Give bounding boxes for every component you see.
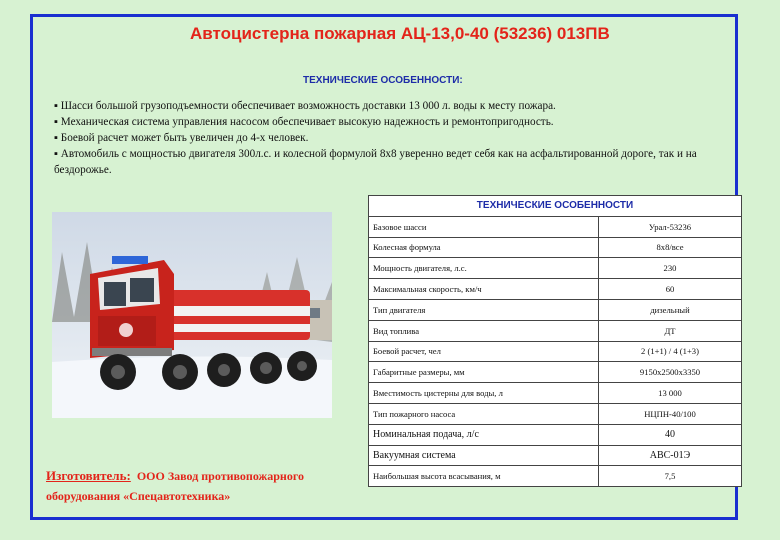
spec-key: Габаритные размеры, мм	[369, 362, 599, 383]
table-row	[369, 341, 742, 362]
feature-bullet: ▪ Автомобиль с мощностью двигателя 300л.с. и колесной формулой 8х8 уверенно ведет себя как на асфальтированной дороге, так и на бездорожье.	[54, 148, 697, 176]
spec-key: Вместимость цистерны для воды, л	[369, 383, 599, 404]
table-row	[369, 320, 742, 341]
spec-value: 13 000	[599, 383, 742, 404]
spec-value: 2 (1+1) / 4 (1+3)	[599, 341, 742, 362]
table-row	[369, 362, 742, 383]
specs-table-header-row	[369, 196, 742, 217]
spec-key: Вид топлива	[369, 320, 599, 341]
spec-key: Мощность двигателя, л.с.	[369, 258, 599, 279]
features-heading: ТЕХНИЧЕСКИЕ ОСОБЕННОСТИ:	[303, 75, 463, 86]
specs-table-header: ТЕХНИЧЕСКИЕ ОСОБЕННОСТИ	[369, 196, 742, 217]
table-row	[369, 258, 742, 279]
features-list	[54, 98, 744, 178]
table-row	[369, 299, 742, 320]
spec-value: Урал-53236	[599, 216, 742, 237]
manufacturer-name: ООО Завод противопожарного оборудования «Спецавтотехника»	[46, 469, 304, 503]
table-row	[369, 424, 742, 445]
spec-value: ДТ	[599, 320, 742, 341]
fire-truck-image	[52, 212, 332, 418]
spec-key: Колесная формула	[369, 237, 599, 258]
table-row	[369, 383, 742, 404]
spec-key: Наибольшая высота всасывания, м	[369, 466, 599, 487]
spec-key: Боевой расчет, чел	[369, 341, 599, 362]
spec-value: 60	[599, 279, 742, 300]
spec-value: 230	[599, 258, 742, 279]
manufacturer-label: Изготовитель:	[46, 468, 131, 483]
specs-table	[368, 195, 742, 487]
spec-key: Вакуумная система	[369, 445, 599, 466]
table-row	[369, 279, 742, 300]
feature-bullet: ▪ Механическая система управления насосом обеспечивает высокую надежность и ремонтопригодность.	[54, 116, 554, 128]
spec-value: дизельный	[599, 299, 742, 320]
table-row	[369, 403, 742, 424]
feature-bullet: ▪ Боевой расчет может быть увеличен до 4-х человек.	[54, 132, 309, 144]
table-row	[369, 237, 742, 258]
manufacturer	[46, 466, 366, 506]
spec-key: Базовое шасси	[369, 216, 599, 237]
spec-value: НЦПН-40/100	[599, 403, 742, 424]
spec-value: 9150х2500х3350	[599, 362, 742, 383]
spec-key: Номинальная подача, л/с	[369, 424, 599, 445]
spec-value: АВС-01Э	[599, 445, 742, 466]
spec-key: Тип пожарного насоса	[369, 403, 599, 424]
table-row	[369, 445, 742, 466]
table-row	[369, 216, 742, 237]
spec-value: 7,5	[599, 466, 742, 487]
fire-truck-photo	[52, 212, 332, 418]
spec-value: 8х8/все	[599, 237, 742, 258]
feature-bullet: ▪ Шасси большой грузоподъемности обеспечивает возможность доставки 13 000 л. воды к месту пожара.	[54, 100, 556, 112]
table-row	[369, 466, 742, 487]
spec-key: Тип двигателя	[369, 299, 599, 320]
spec-value: 40	[599, 424, 742, 445]
page-title: Автоцистерна пожарная АЦ-13,0-40 (53236) 013ПВ	[190, 24, 610, 43]
spec-key: Максимальная скорость, км/ч	[369, 279, 599, 300]
